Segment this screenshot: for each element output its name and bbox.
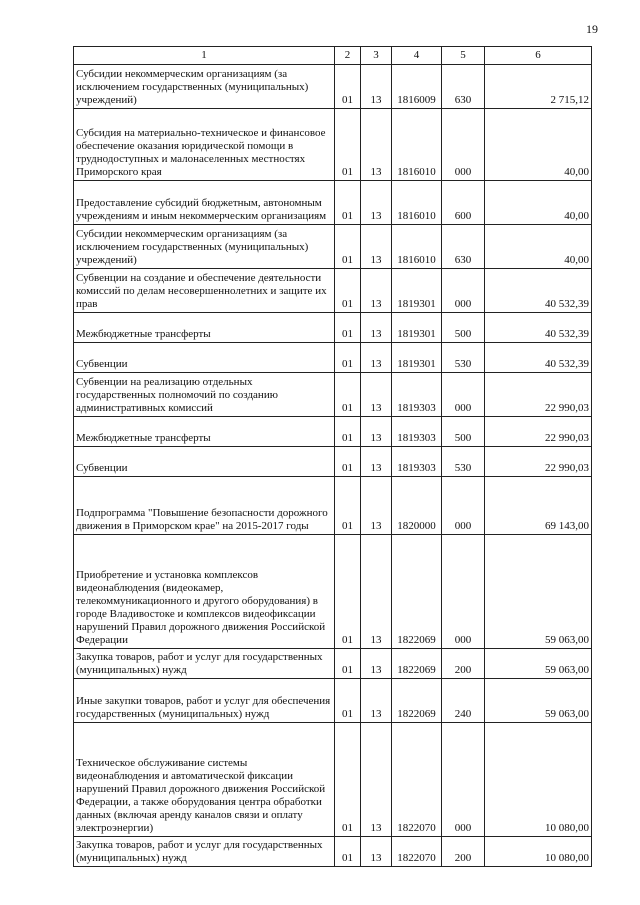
- row-name-cell: Техническое обслуживание системы видеонаблюдения и автоматической фиксации нарушений Правил дорожного движения Российской Федерации, а также оборудования центра обработки данных (включая аренду каналов связи и оплату электроэнергии): [74, 723, 335, 837]
- expense-type-cell: 500: [442, 313, 485, 343]
- amount-cell: 59 063,00: [485, 649, 592, 679]
- row-name-cell: Иные закупки товаров, работ и услуг для обеспечения государственных (муниципальных) нужд: [74, 679, 335, 723]
- row-name-cell: Закупка товаров, работ и услуг для государственных (муниципальных) нужд: [74, 837, 335, 867]
- target-article-cell: 1816010: [392, 225, 442, 269]
- header-col-2: 2: [335, 47, 361, 65]
- target-article-cell: 1816009: [392, 65, 442, 109]
- subsection-code-cell: 13: [361, 343, 392, 373]
- expense-type-cell: 000: [442, 373, 485, 417]
- header-col-6: 6: [485, 47, 592, 65]
- budget-table: [73, 46, 592, 867]
- table-row: [74, 447, 592, 477]
- amount-cell: 59 063,00: [485, 679, 592, 723]
- section-code-cell: 01: [335, 343, 361, 373]
- amount-cell: 59 063,00: [485, 535, 592, 649]
- section-code-cell: 01: [335, 65, 361, 109]
- expense-type-cell: 000: [442, 269, 485, 313]
- amount-cell: 40 532,39: [485, 343, 592, 373]
- table-row: [74, 649, 592, 679]
- section-code-cell: 01: [335, 679, 361, 723]
- subsection-code-cell: 13: [361, 225, 392, 269]
- subsection-code-cell: 13: [361, 65, 392, 109]
- subsection-code-cell: 13: [361, 269, 392, 313]
- section-code-cell: 01: [335, 181, 361, 225]
- subsection-code-cell: 13: [361, 649, 392, 679]
- row-name-cell: Субвенции: [74, 343, 335, 373]
- section-code-cell: 01: [335, 649, 361, 679]
- amount-cell: 10 080,00: [485, 723, 592, 837]
- target-article-cell: 1819301: [392, 269, 442, 313]
- table-row: [74, 181, 592, 225]
- target-article-cell: 1819301: [392, 343, 442, 373]
- target-article-cell: 1819303: [392, 373, 442, 417]
- subsection-code-cell: 13: [361, 447, 392, 477]
- table-row: [74, 417, 592, 447]
- amount-cell: 40,00: [485, 181, 592, 225]
- table-row: [74, 477, 592, 535]
- amount-cell: 22 990,03: [485, 373, 592, 417]
- row-name-cell: Приобретение и установка комплексов видеонаблюдения (видеокамер, телекоммуникационного и другого оборудования) в городе Владивостоке и комплексов видеофиксации нарушений Правил дорожного движения Российской Федерации: [74, 535, 335, 649]
- page-number: 19: [586, 22, 598, 36]
- amount-cell: 2 715,12: [485, 65, 592, 109]
- table-row: [74, 109, 592, 181]
- row-name-cell: Межбюджетные трансферты: [74, 417, 335, 447]
- section-code-cell: 01: [335, 225, 361, 269]
- expense-type-cell: 200: [442, 649, 485, 679]
- expense-type-cell: 000: [442, 535, 485, 649]
- table-row: [74, 65, 592, 109]
- target-article-cell: 1822070: [392, 723, 442, 837]
- section-code-cell: 01: [335, 417, 361, 447]
- target-article-cell: 1819301: [392, 313, 442, 343]
- table-row: [74, 313, 592, 343]
- row-name-cell: Закупка товаров, работ и услуг для государственных (муниципальных) нужд: [74, 649, 335, 679]
- expense-type-cell: 530: [442, 343, 485, 373]
- section-code-cell: 01: [335, 109, 361, 181]
- section-code-cell: 01: [335, 723, 361, 837]
- subsection-code-cell: 13: [361, 313, 392, 343]
- amount-cell: 10 080,00: [485, 837, 592, 867]
- expense-type-cell: 630: [442, 225, 485, 269]
- expense-type-cell: 000: [442, 109, 485, 181]
- section-code-cell: 01: [335, 477, 361, 535]
- subsection-code-cell: 13: [361, 477, 392, 535]
- amount-cell: 40 532,39: [485, 269, 592, 313]
- table-row: [74, 679, 592, 723]
- target-article-cell: 1819303: [392, 417, 442, 447]
- subsection-code-cell: 13: [361, 723, 392, 837]
- section-code-cell: 01: [335, 535, 361, 649]
- row-name-cell: Межбюджетные трансферты: [74, 313, 335, 343]
- table-row: [74, 837, 592, 867]
- subsection-code-cell: 13: [361, 535, 392, 649]
- target-article-cell: 1816010: [392, 181, 442, 225]
- subsection-code-cell: 13: [361, 679, 392, 723]
- target-article-cell: 1822069: [392, 535, 442, 649]
- row-name-cell: Субсидии некоммерческим организациям (за исключением государственных (муниципальных) учреждений): [74, 225, 335, 269]
- header-col-4: 4: [392, 47, 442, 65]
- subsection-code-cell: 13: [361, 373, 392, 417]
- expense-type-cell: 530: [442, 447, 485, 477]
- amount-cell: 40,00: [485, 225, 592, 269]
- target-article-cell: 1819303: [392, 447, 442, 477]
- expense-type-cell: 000: [442, 723, 485, 837]
- row-name-cell: Подпрограмма "Повышение безопасности дорожного движения в Приморском крае" на 2015-2017 годы: [74, 477, 335, 535]
- amount-cell: 69 143,00: [485, 477, 592, 535]
- target-article-cell: 1820000: [392, 477, 442, 535]
- header-col-1: 1: [74, 47, 335, 65]
- expense-type-cell: 600: [442, 181, 485, 225]
- subsection-code-cell: 13: [361, 109, 392, 181]
- table-row: [74, 225, 592, 269]
- target-article-cell: 1822069: [392, 649, 442, 679]
- amount-cell: 40,00: [485, 109, 592, 181]
- row-name-cell: Субсидии некоммерческим организациям (за исключением государственных (муниципальных) учреждений): [74, 65, 335, 109]
- subsection-code-cell: 13: [361, 181, 392, 225]
- header-col-3: 3: [361, 47, 392, 65]
- target-article-cell: 1816010: [392, 109, 442, 181]
- target-article-cell: 1822070: [392, 837, 442, 867]
- expense-type-cell: 200: [442, 837, 485, 867]
- expense-type-cell: 630: [442, 65, 485, 109]
- expense-type-cell: 240: [442, 679, 485, 723]
- table-row: [74, 723, 592, 837]
- row-name-cell: Субвенции: [74, 447, 335, 477]
- target-article-cell: 1822069: [392, 679, 442, 723]
- header-col-5: 5: [442, 47, 485, 65]
- table-row: [74, 343, 592, 373]
- amount-cell: 22 990,03: [485, 447, 592, 477]
- row-name-cell: Субсидия на материально-техническое и финансовое обеспечение оказания юридической помощи в труднодоступных и малонаселенных местностях Приморского края: [74, 109, 335, 181]
- table-row: [74, 373, 592, 417]
- section-code-cell: 01: [335, 447, 361, 477]
- section-code-cell: 01: [335, 837, 361, 867]
- section-code-cell: 01: [335, 269, 361, 313]
- section-code-cell: 01: [335, 373, 361, 417]
- amount-cell: 40 532,39: [485, 313, 592, 343]
- section-code-cell: 01: [335, 313, 361, 343]
- subsection-code-cell: 13: [361, 837, 392, 867]
- subsection-code-cell: 13: [361, 417, 392, 447]
- row-name-cell: Субвенции на реализацию отдельных государственных полномочий по созданию административных комиссий: [74, 373, 335, 417]
- header-row: [74, 47, 592, 65]
- expense-type-cell: 500: [442, 417, 485, 447]
- expense-type-cell: 000: [442, 477, 485, 535]
- row-name-cell: Предоставление субсидий бюджетным, автономным учреждениям и иным некоммерческим организациям: [74, 181, 335, 225]
- table-row: [74, 535, 592, 649]
- row-name-cell: Субвенции на создание и обеспечение деятельности комиссий по делам несовершеннолетних и защите их прав: [74, 269, 335, 313]
- amount-cell: 22 990,03: [485, 417, 592, 447]
- table-row: [74, 269, 592, 313]
